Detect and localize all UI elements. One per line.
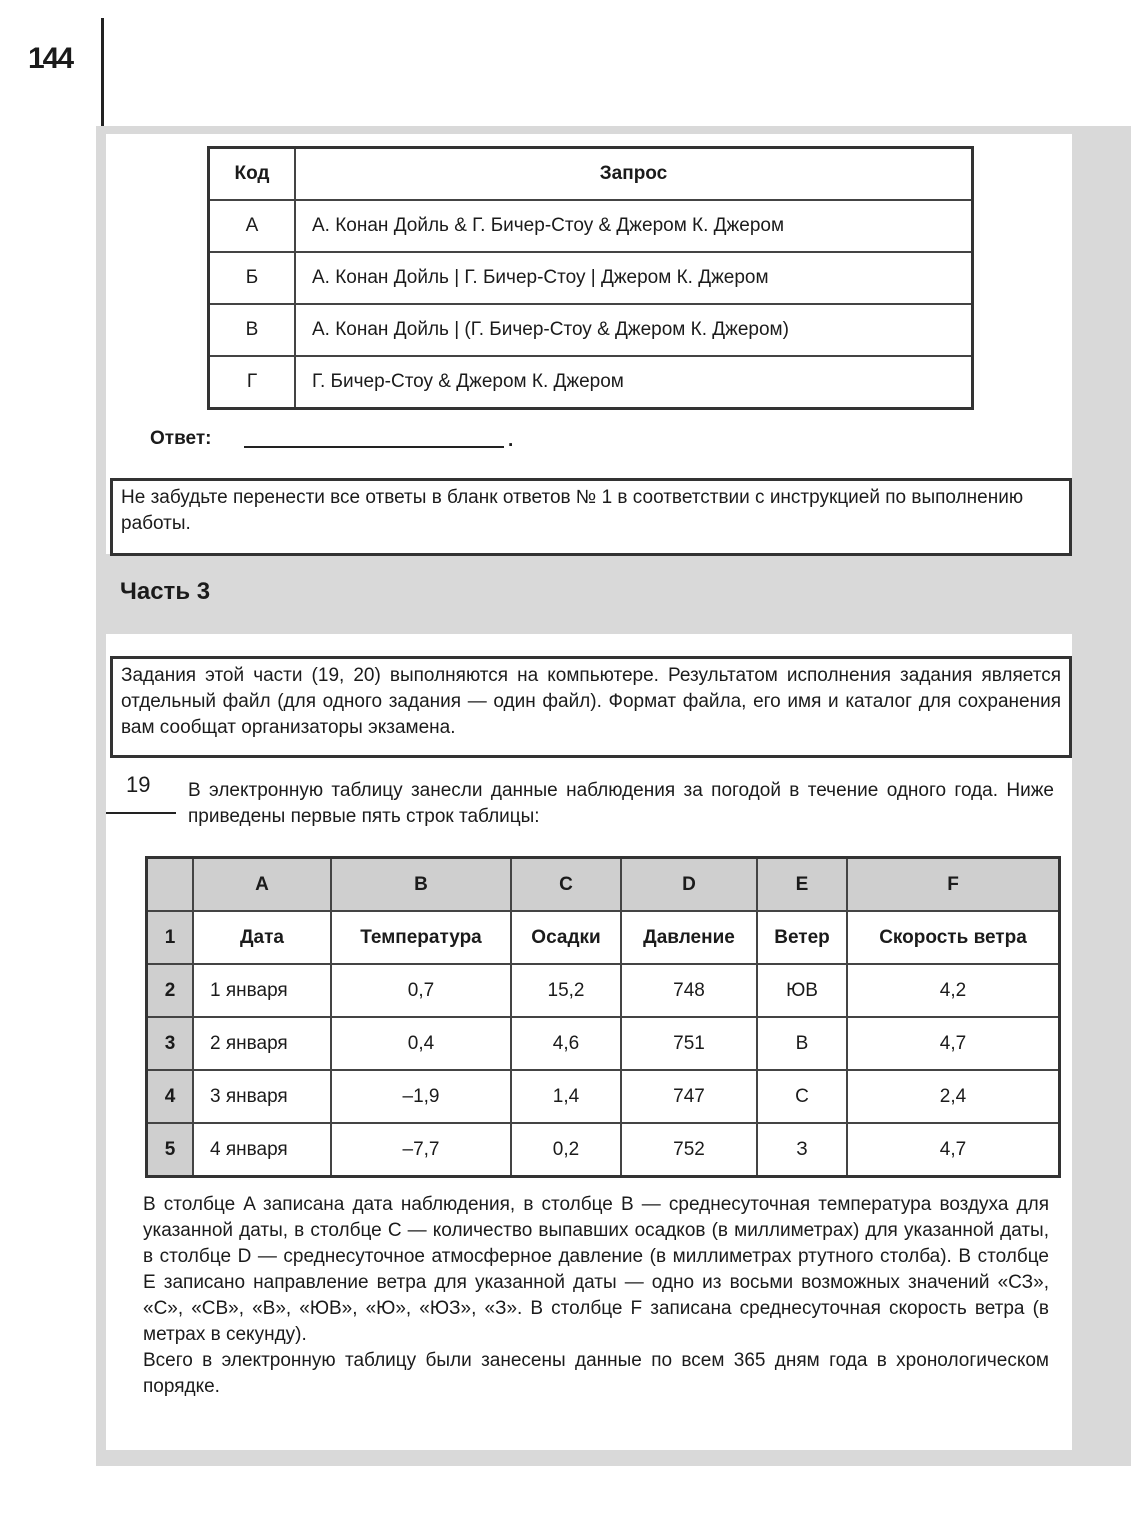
row-number: 3 bbox=[147, 1017, 194, 1070]
description-paragraph: В столбце A записана дата наблюдения, в столбце B — среднесуточная температура воздуха для указанной даты, в столбце C — количество выпавших осадков (в миллиметрах) для указанной даты, в столбце D — среднесуточное атмосферное давление (в миллиметрах ртутного столба). В столбце E записано направление ветра для указанной даты — одно из восьми возможных значений «СЗ», «С», «СВ», «В», «ЮВ», «Ю», «ЮЗ», «З». В столбце F записана среднесуточная скорость ветра (в метрах в секунду). bbox=[143, 1194, 1049, 1345]
query-code: А bbox=[209, 200, 296, 252]
header-code: Код bbox=[209, 148, 296, 201]
part-title: Часть 3 bbox=[120, 578, 211, 605]
cell: 3 января bbox=[193, 1070, 331, 1123]
query-row bbox=[209, 304, 973, 356]
task-number-underline bbox=[106, 812, 176, 814]
cell: 1 января bbox=[193, 964, 331, 1017]
column-header-row bbox=[147, 858, 1060, 912]
part-band bbox=[96, 556, 1131, 632]
row-number: 4 bbox=[147, 1070, 194, 1123]
cell: 0,7 bbox=[331, 964, 511, 1017]
query-code: Б bbox=[209, 252, 296, 304]
spreadsheet-table bbox=[145, 856, 1061, 1178]
query-code: В bbox=[209, 304, 296, 356]
row-number: 2 bbox=[147, 964, 194, 1017]
sheet-row bbox=[147, 1017, 1060, 1070]
cell: 4,6 bbox=[511, 1017, 621, 1070]
description-paragraph: Всего в электронную таблицу были занесены данные по всем 365 дням года в хронологическом порядке. bbox=[143, 1350, 1049, 1397]
query-text: А. Конан Дойль & Г. Бичер-Стоу & Джером К. Джером bbox=[295, 200, 973, 252]
sheet-row bbox=[147, 964, 1060, 1017]
header-query: Запрос bbox=[295, 148, 973, 201]
margin-rule bbox=[101, 18, 104, 126]
cell: –7,7 bbox=[331, 1123, 511, 1177]
answer-field[interactable] bbox=[244, 446, 504, 448]
row-number: 5 bbox=[147, 1123, 194, 1177]
cell: 4,2 bbox=[847, 964, 1060, 1017]
cell: 0,4 bbox=[331, 1017, 511, 1070]
cell: 4,7 bbox=[847, 1123, 1060, 1177]
cell: З bbox=[757, 1123, 847, 1177]
column-header: D bbox=[621, 858, 757, 912]
query-text: Г. Бичер-Стоу & Джером К. Джером bbox=[295, 356, 973, 409]
column-header: B bbox=[331, 858, 511, 912]
cell: 4,7 bbox=[847, 1017, 1060, 1070]
query-code: Г bbox=[209, 356, 296, 409]
query-table bbox=[207, 146, 974, 410]
notice-box: Не забудьте перенести все ответы в бланк ответов № 1 в соответствии с инструкцией по выполнению работы. bbox=[110, 478, 1072, 556]
cell: 751 bbox=[621, 1017, 757, 1070]
cell: С bbox=[757, 1070, 847, 1123]
query-table-header bbox=[209, 148, 973, 201]
cell: 2,4 bbox=[847, 1070, 1060, 1123]
sheet-row bbox=[147, 1123, 1060, 1177]
query-text: А. Конан Дойль | (Г. Бичер-Стоу & Джером К. Джером) bbox=[295, 304, 973, 356]
cell: 752 bbox=[621, 1123, 757, 1177]
cell: Ветер bbox=[757, 911, 847, 964]
cell: Температура bbox=[331, 911, 511, 964]
cell: ЮВ bbox=[757, 964, 847, 1017]
cell: 4 января bbox=[193, 1123, 331, 1177]
corner-cell bbox=[147, 858, 194, 912]
cell: Дата bbox=[193, 911, 331, 964]
cell: 2 января bbox=[193, 1017, 331, 1070]
cell: 748 bbox=[621, 964, 757, 1017]
page-number: 144 bbox=[28, 42, 73, 75]
cell: В bbox=[757, 1017, 847, 1070]
cell: Осадки bbox=[511, 911, 621, 964]
answer-label: Ответ: bbox=[150, 428, 212, 449]
query-row bbox=[209, 356, 973, 409]
task-intro: В электронную таблицу занесли данные наблюдения за погодой в течение одного года. Ниже приведены первые пять строк таблицы: bbox=[188, 780, 1054, 827]
column-header: E bbox=[757, 858, 847, 912]
cell: Скорость ветра bbox=[847, 911, 1060, 964]
task-description bbox=[143, 1192, 1049, 1400]
cell: 747 bbox=[621, 1070, 757, 1123]
part-intro-box: Задания этой части (19, 20) выполняются на компьютере. Результатом исполнения задания является отдельный файл (для одного задания — один файл). Формат файла, его имя и каталог для сохранения вам сообщат организаторы экзамена. bbox=[110, 656, 1072, 758]
cell: –1,9 bbox=[331, 1070, 511, 1123]
column-header: F bbox=[847, 858, 1060, 912]
task-number: 19 bbox=[126, 772, 151, 797]
column-header: C bbox=[511, 858, 621, 912]
query-text: А. Конан Дойль | Г. Бичер-Стоу | Джером К. Джером bbox=[295, 252, 973, 304]
column-header: A bbox=[193, 858, 331, 912]
query-row bbox=[209, 200, 973, 252]
sheet-row bbox=[147, 911, 1060, 964]
query-row bbox=[209, 252, 973, 304]
sheet-row bbox=[147, 1070, 1060, 1123]
row-number: 1 bbox=[147, 911, 194, 964]
cell: 15,2 bbox=[511, 964, 621, 1017]
cell: 1,4 bbox=[511, 1070, 621, 1123]
cell: 0,2 bbox=[511, 1123, 621, 1177]
cell: Давление bbox=[621, 911, 757, 964]
answer-dot: . bbox=[508, 430, 514, 451]
